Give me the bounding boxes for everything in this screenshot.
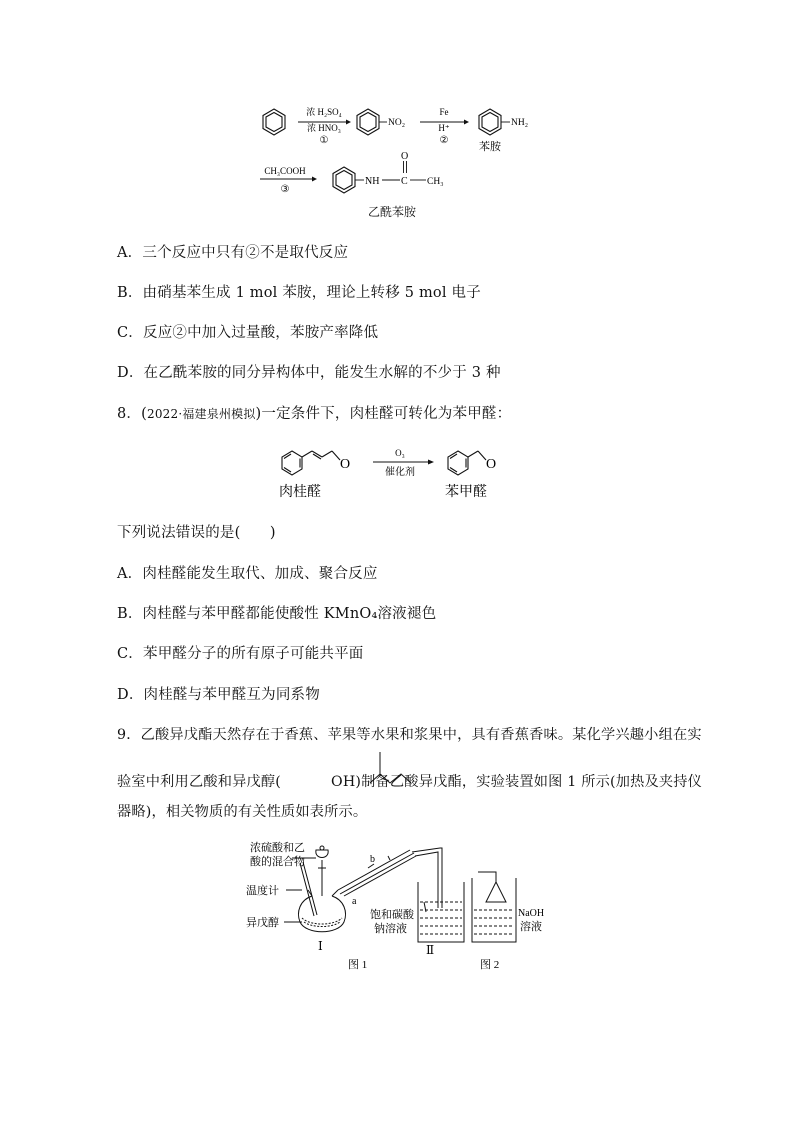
carbonyl-carbon: C (401, 176, 408, 187)
benzene-ring-icon (263, 109, 285, 135)
apparatus-figure (240, 838, 570, 978)
q8-source: 2022·福建泉州模拟 (146, 407, 256, 421)
q7-option-b: B．由硝基苯生成 1 mol 苯胺，理论上转移 5 mol 电子 (117, 285, 481, 301)
benzaldehyde-oxygen: O (486, 457, 497, 472)
reaction-scheme-cinnamaldehyde (270, 438, 520, 502)
q8-option-d: D．肉桂醛与苯甲醛互为同系物 (117, 687, 320, 703)
q8-catalyst: 催化剂 (385, 467, 415, 478)
q8-option-b: B．肉桂醛与苯甲醛都能使酸性 KMnO₄溶液褪色 (117, 606, 437, 622)
nitro-group: NO₂ (388, 118, 406, 128)
step2-reagent-top: Fe (439, 107, 449, 117)
thermometer-icon (300, 862, 317, 916)
figure-2-caption: 图 2 (480, 959, 500, 971)
label-b: b (370, 854, 375, 865)
q7-option-d: D．在乙酰苯胺的同分异构体中，能发生水解的不少于 3 种 (117, 365, 501, 381)
label-acid-mix-1: 浓硫酸和乙 (250, 842, 305, 854)
step1-number: ① (319, 135, 329, 146)
aniline-name: 苯胺 (479, 141, 501, 153)
cinnamaldehyde-name: 肉桂醛 (279, 485, 321, 500)
q9-line2-pre: 验室中利用乙酸和异戊醇( (117, 774, 281, 790)
dropping-funnel-icon (316, 846, 328, 878)
q9-stem-line3: 器略)，相关物质的有关性质如表所示。 (117, 804, 368, 820)
q8-prompt: 下列说法错误的是( ) (117, 525, 276, 541)
methyl-group: CH₃ (427, 177, 444, 187)
label-saturated-1: 饱和碳酸 (370, 909, 414, 921)
label-a: a (352, 896, 357, 907)
acetanilide-ring-icon (333, 167, 355, 193)
isoamyl-alcohol-structure (365, 748, 425, 788)
step3-reagent-top: CH₃COOH (264, 166, 306, 176)
beaker-ii-icon (418, 882, 464, 942)
label-isoamyl: 异戊醇 (246, 917, 279, 929)
step2-number: ② (439, 135, 449, 146)
step3-number: ③ (280, 184, 290, 195)
step2-reagent-bottom: H⁺ (438, 123, 450, 133)
q8-reagent-o3: O₃ (395, 448, 405, 458)
q9-line2-oh: OH (331, 774, 356, 790)
cinnamaldehyde-ring-icon (282, 451, 340, 475)
q8-stem-suffix: )一定条件下，肉桂醛可转化为苯甲醛： (255, 406, 512, 422)
benzaldehyde-name: 苯甲醛 (445, 485, 487, 500)
condenser-icon (338, 850, 416, 896)
q7-option-a: A．三个反应中只有②不是取代反应 (117, 245, 349, 261)
nitrobenzene-ring-icon (357, 109, 379, 135)
q9-stem-line1: 9．乙酸异戊酯天然存在于香蕉、苹果等水果和浆果中，具有香蕉香味。某化学兴趣小组在实 (117, 727, 702, 743)
amino-group: NH₂ (511, 118, 529, 128)
q8-stem-prefix: 8．( (117, 406, 147, 422)
benzaldehyde-ring-icon (448, 451, 486, 475)
q8-stem (117, 402, 511, 423)
beaker-fig2-icon (472, 872, 516, 942)
q8-option-c: C．苯甲醛分子的所有原子可能共平面 (117, 646, 364, 662)
reaction-scheme-aniline (240, 92, 570, 200)
nh-group: NH (365, 176, 380, 187)
step1-reagent-top: 浓 H₂SO₄ (306, 107, 342, 117)
q7-option-c: C．反应②中加入过量酸，苯胺产率降低 (117, 325, 379, 341)
q8-option-a: A．肉桂醛能发生取代、加成、聚合反应 (117, 566, 378, 582)
label-thermometer: 温度计 (246, 885, 279, 897)
aniline-ring-icon (479, 109, 501, 135)
cinnamaldehyde-oxygen: O (340, 457, 351, 472)
three-neck-flask-icon (299, 878, 346, 932)
step1-reagent-bottom: 浓 HNO₃ (307, 123, 341, 133)
label-roman-2: Ⅱ (426, 943, 435, 957)
label-saturated-2: 钠溶液 (374, 923, 407, 935)
label-roman-1: Ⅰ (318, 939, 323, 953)
carbonyl-oxygen: O (401, 151, 409, 162)
figure-1-caption: 图 1 (348, 959, 368, 971)
q9-line2-post: )制备乙酸异戊酯，实验装置如图 1 所示(加热及夹持仪 (355, 774, 703, 790)
label-naoh-1: NaOH (518, 908, 545, 919)
label-acid-mix-2: 酸的混合物 (250, 856, 305, 868)
label-naoh-2: 溶液 (520, 921, 542, 933)
acetanilide-name: 乙酰苯胺 (368, 205, 417, 219)
